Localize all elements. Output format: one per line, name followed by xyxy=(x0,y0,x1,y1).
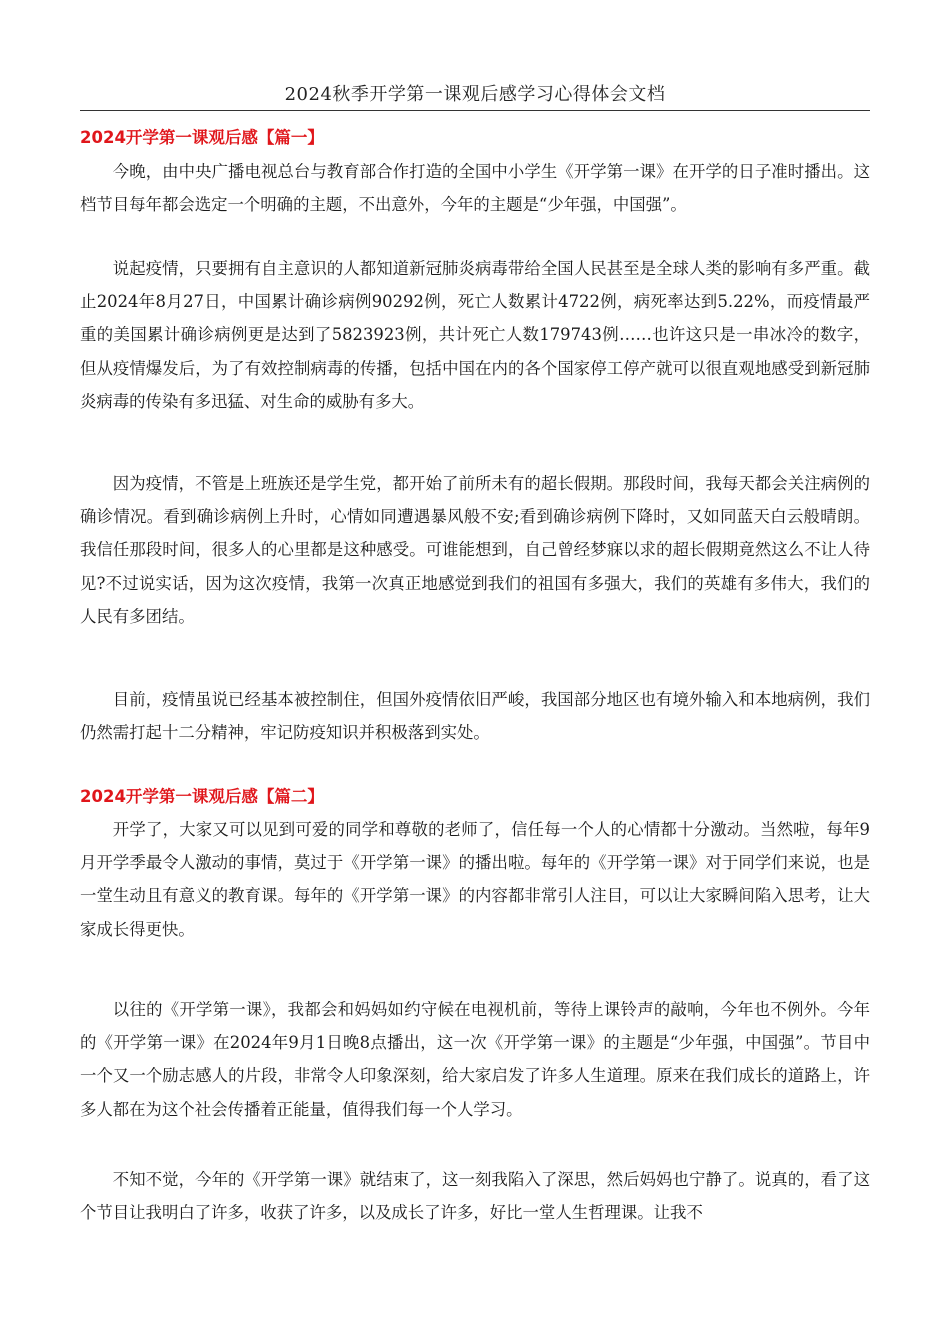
document-title: 2024秋季开学第一课观后感学习心得体会文档 xyxy=(284,84,666,105)
paragraph-2-1: 开学了，大家又可以见到可爱的同学和尊敬的老师了，信任每一个人的心情都十分激动。当然啦，每年9月开学季最令人激动的事情，莫过于《开学第一课》的播出啦。每年的《开学第一课》对于同学们来说，也是一堂生动且有意义的教育课。每年的《开学第一课》的内容都非常引人注目，可以让大家瞬间陷入思考，让大家成长得更快。 xyxy=(80,820,870,939)
paragraph-1-4: 目前，疫情虽说已经基本被控制住，但国外疫情依旧严峻，我国部分地区也有境外输入和本地病例，我们仍然需打起十二分精神，牢记防疫知识并积极落到实处。 xyxy=(80,690,870,743)
paragraph-1-1: 今晚，由中央广播电视总台与教育部合作打造的全国中小学生《开学第一课》在开学的日子准时播出。这档节目每年都会选定一个明确的主题，不出意外，今年的主题是“少年强，中国强”。 xyxy=(80,162,870,215)
title-underline xyxy=(80,110,870,111)
paragraph-2-3: 不知不觉，今年的《开学第一课》就结束了，这一刻我陷入了深思，然后妈妈也宁静了。说真的，看了这个节目让我明白了许多，收获了许多，以及成长了许多，好比一堂人生哲理课。让我不 xyxy=(80,1170,870,1223)
section-heading-1: 2024开学第一课观后感【篇一】 xyxy=(80,128,324,147)
document-page xyxy=(80,0,870,1344)
paragraph-1-2: 说起疫情，只要拥有自主意识的人都知道新冠肺炎病毒带给全国人民甚至是全球人类的影响有多严重。截止2024年8月27日，中国累计确诊病例90292例，死亡人数累计4722例，病死率达到5.22%，而疫情最严重的美国累计确诊病例更是达到了5823923例，共计死亡人数179743例……也许这只是一串冰冷的数字，但从疫情爆发后，为了有效控制病毒的传播，包括中国在内的各个国家停工停产就可以很直观地感受到新冠肺炎病毒的传染有多迅猛、对生命的威胁有多大。 xyxy=(80,259,870,411)
paragraph-1-3: 因为疫情，不管是上班族还是学生党，都开始了前所未有的超长假期。那段时间，我每天都会关注病例的确诊情况。看到确诊病例上升时，心情如同遭遇暴风般不安;看到确诊病例下降时，又如同蓝天白云般晴朗。我信任那段时间，很多人的心里都是这种感受。可谁能想到，自己曾经梦寐以求的超长假期竟然这么不让人待见?不过说实话，因为这次疫情，我第一次真正地感觉到我们的祖国有多强大，我们的英雄有多伟大，我们的人民有多团结。 xyxy=(80,474,870,626)
section-heading-2: 2024开学第一课观后感【篇二】 xyxy=(80,787,324,806)
paragraph-2-2: 以往的《开学第一课》，我都会和妈妈如约守候在电视机前，等待上课铃声的敲响，今年也不例外。今年的《开学第一课》在2024年9月1日晚8点播出，这一次《开学第一课》的主题是“少年强，中国强”。节目中一个又一个励志感人的片段，非常令人印象深刻，给大家启发了许多人生道理。原来在我们成长的道路上，许多人都在为这个社会传播着正能量，值得我们每一个人学习。 xyxy=(80,1000,870,1119)
